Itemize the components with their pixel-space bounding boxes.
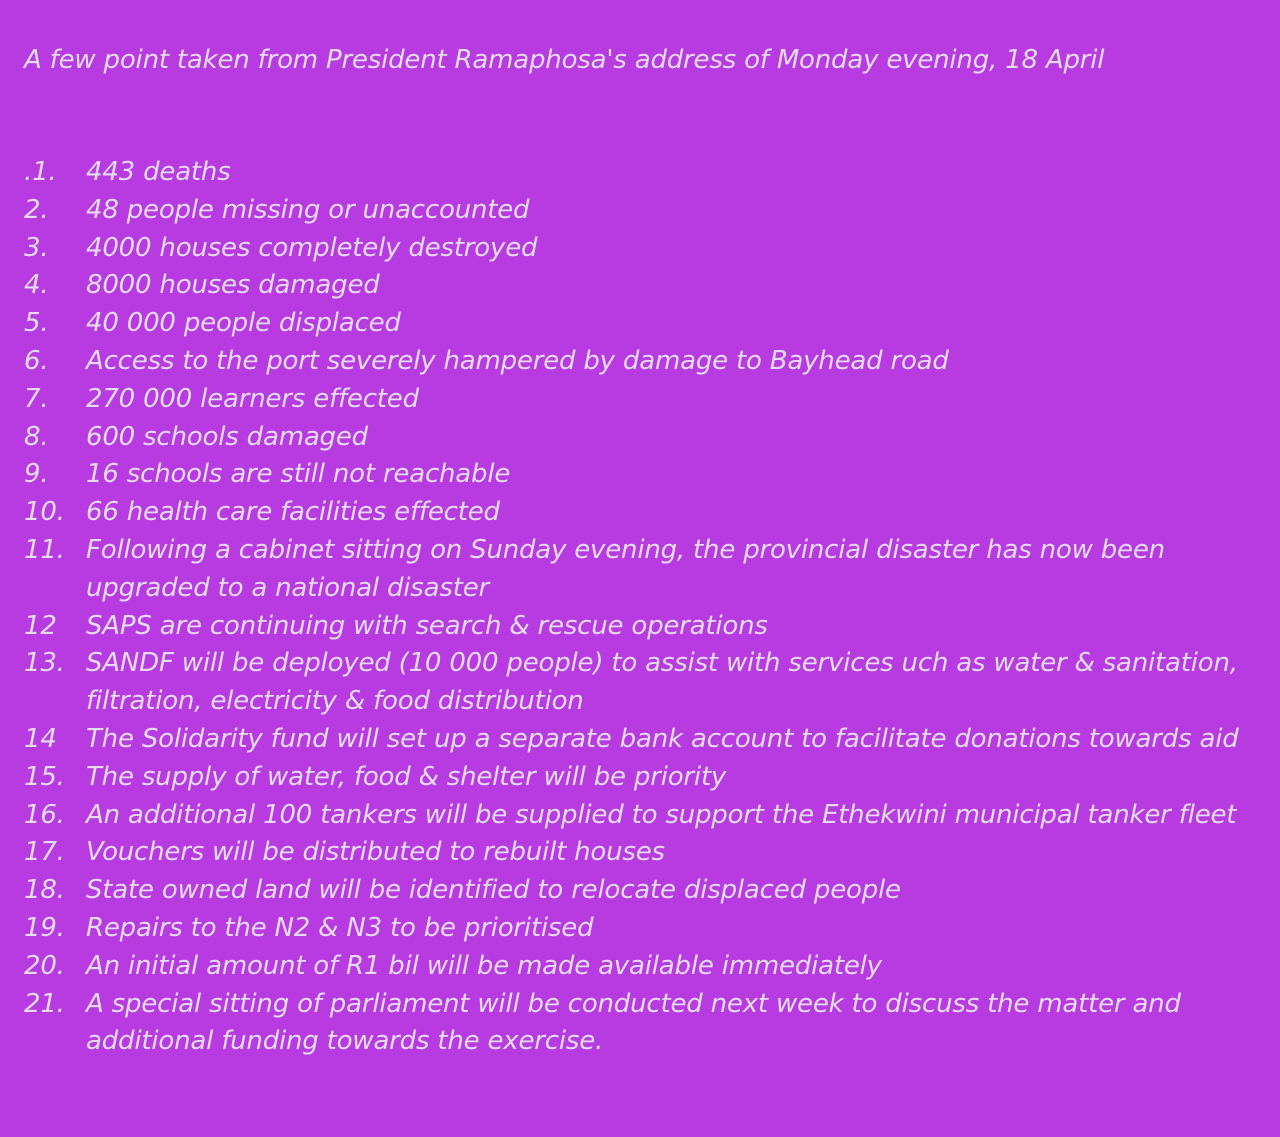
item-number: 6. [24,345,49,376]
points-list [24,154,1260,1061]
list-item [24,834,1260,872]
item-number: 20. [24,950,65,981]
item-text: 4000 houses completely destroyed [86,232,538,263]
item-number: 7. [24,383,49,414]
item-number: 12 [24,610,57,641]
list-item [24,721,1260,759]
item-text: The Solidarity fund will set up a separate bank account to facilitate donations towards aid [86,723,1239,754]
item-number: 21. [24,988,65,1019]
list-item [24,494,1260,532]
list-item [24,456,1260,494]
item-number: 17. [24,837,65,868]
list-item [24,986,1260,1062]
list-item [24,419,1260,457]
item-number: 18. [24,875,65,906]
item-number: 11. [24,534,65,565]
item-text: The supply of water, food & shelter will be priority [86,761,727,792]
item-text: 443 deaths [86,157,231,187]
item-number: 14 [24,723,57,754]
item-number: 19. [24,912,65,943]
list-item [24,267,1260,305]
item-text: 8000 houses damaged [86,270,380,301]
item-text: Repairs to the N2 & N3 to be prioritised [86,912,594,943]
item-text: 48 people missing or unaccounted [86,194,530,225]
item-text: 600 schools damaged [86,421,368,452]
item-text: Following a cabinet sitting on Sunday evening, the provincial disaster has now been upgraded to a national disaster [86,534,1165,603]
list-item [24,948,1260,986]
item-number: 16. [24,799,65,830]
item-number: 13. [24,648,65,679]
item-number: 8. [24,421,49,452]
item-number: 2. [24,194,49,225]
item-text: 16 schools are still not reachable [86,459,511,490]
item-text: 40 000 people displaced [86,308,401,339]
item-text: 270 000 learners effected [86,383,419,414]
list-item [24,381,1260,419]
list-item [24,759,1260,797]
list-item [24,230,1260,268]
list-item [24,532,1260,608]
item-number: 10. [24,497,65,528]
list-item [24,872,1260,910]
list-item [24,797,1260,835]
item-number: .1. [24,157,57,187]
item-number: 5. [24,308,49,339]
item-number: 4. [24,270,49,301]
page-title: A few point taken from President Ramaphosa's address of Monday evening, 18 April [24,45,1105,75]
list-item [24,154,1260,192]
list-item [24,343,1260,381]
item-text: SANDF will be deployed (10 000 people) to assist with services uch as water & sanitation, filtration, electricity & food distribution [86,648,1238,717]
item-number: 9. [24,459,49,490]
list-item [24,645,1260,721]
list-item [24,608,1260,646]
item-text: 66 health care facilities effected [86,497,500,528]
item-text: An additional 100 tankers will be supplied to support the Ethekwini municipal tanker fleet [86,799,1237,830]
item-text: Access to the port severely hampered by damage to Bayhead road [86,345,949,376]
item-text: SAPS are continuing with search & rescue operations [86,610,768,641]
item-text: State owned land will be identified to relocate displaced people [86,875,901,906]
item-text: Vouchers will be distributed to rebuilt houses [86,837,665,868]
item-number: 3. [24,232,49,263]
list-item [24,305,1260,343]
item-text: A special sitting of parliament will be conducted next week to discuss the matter and additional funding towards the exercise. [86,988,1181,1057]
list-item [24,910,1260,948]
list-item [24,192,1260,230]
item-text: An initial amount of R1 bil will be made available immediately [86,950,882,981]
item-number: 15. [24,761,65,792]
